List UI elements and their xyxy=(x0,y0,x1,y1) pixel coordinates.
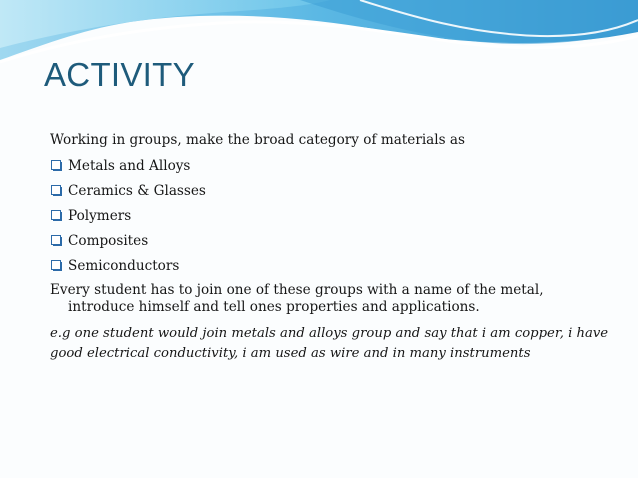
intro-text: Working in groups, make the broad category of materials as xyxy=(50,132,465,148)
bullet-text: Polymers xyxy=(68,207,132,224)
bullet-text: Composites xyxy=(68,232,149,249)
example-text: e.g one student would join metals and alloys group and say that i am copper, i have good electrical conductivity, i am used as wire and in many instruments xyxy=(50,326,609,361)
bullet-item xyxy=(50,153,610,178)
slide-body xyxy=(50,128,610,364)
slide-title: ACTIVITY xyxy=(44,56,195,93)
bullet-text: Ceramics & Glasses xyxy=(68,182,206,199)
square-bullet-icon xyxy=(51,235,62,246)
bullet-text: Metals and Alloys xyxy=(68,157,191,174)
square-bullet-icon xyxy=(51,260,62,271)
bullet-item xyxy=(50,203,610,228)
bullet-item xyxy=(50,178,610,203)
bullet-item xyxy=(50,228,610,253)
instruction-text: Every student has to join one of these groups with a name of the metal, introduce himself and tell ones properties and applications. xyxy=(50,282,544,315)
square-bullet-icon xyxy=(51,185,62,196)
square-bullet-icon xyxy=(51,210,62,221)
square-bullet-icon xyxy=(51,160,62,171)
bullet-text: Semiconductors xyxy=(68,257,180,274)
bullet-item xyxy=(50,253,610,278)
